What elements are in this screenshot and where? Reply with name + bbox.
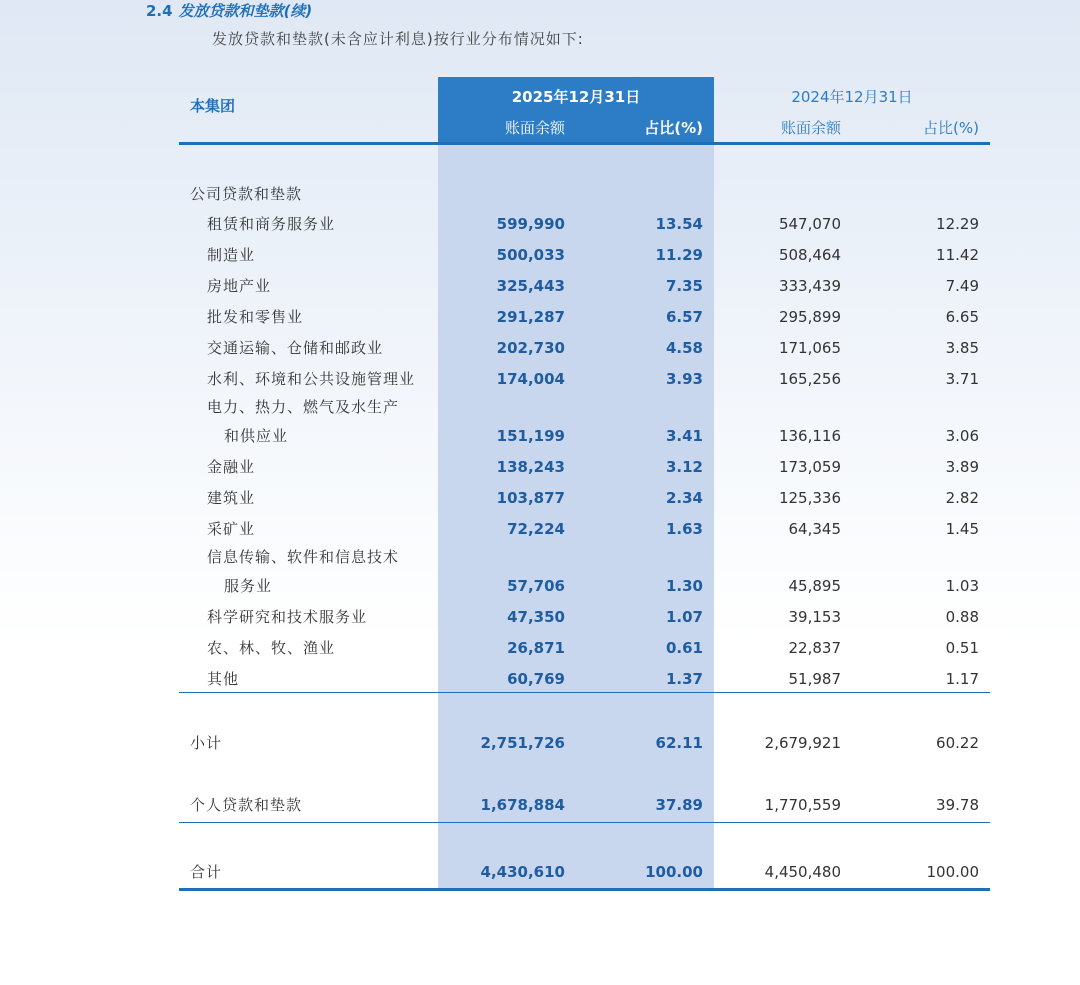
balance-2024: 39,153 <box>788 608 841 626</box>
balance-2024: 45,895 <box>788 577 841 595</box>
balance-2025: 291,287 <box>496 308 565 326</box>
industry-label: 电力、热力、燃气及水生产 <box>207 398 400 416</box>
ratio-2025: 1.63 <box>665 520 703 538</box>
ratio-2024: 3.06 <box>945 427 979 445</box>
ratio-2025: 1.37 <box>665 670 703 688</box>
total-ratio-2025: 100.00 <box>645 863 703 881</box>
industry-label: 采矿业 <box>207 520 256 538</box>
industry-label: 信息传输、软件和信息技术 <box>207 548 400 566</box>
industry-label: 租赁和商务服务业 <box>207 215 336 233</box>
balance-2025: 151,199 <box>496 427 565 445</box>
ratio-2024: 1.45 <box>945 520 979 538</box>
ratio-2025: 1.30 <box>665 577 703 595</box>
ratio-2025: 3.12 <box>665 458 703 476</box>
balance-2025: 57,706 <box>507 577 565 595</box>
corporate-loans-label: 公司贷款和垫款 <box>190 185 303 203</box>
ratio-2025: 0.61 <box>665 639 703 657</box>
ratio-2024: 1.17 <box>945 670 979 688</box>
personal-balance-2025: 1,678,884 <box>480 796 565 814</box>
balance-2024: 295,899 <box>778 308 841 326</box>
ratio-2024: 3.71 <box>945 370 979 388</box>
ratio-2024: 11.42 <box>936 246 979 264</box>
balance-2024: 125,336 <box>778 489 841 507</box>
balance-2024: 333,439 <box>778 277 841 295</box>
ratio-2024: 3.85 <box>945 339 979 357</box>
balance-2024: 171,065 <box>778 339 841 357</box>
balance-2025: 202,730 <box>496 339 565 357</box>
industry-label: 水利、环境和公共设施管理业 <box>207 370 416 388</box>
col-header-ratio-2025: 占比(%) <box>644 119 703 137</box>
industry-label-cont: 和供应业 <box>224 427 289 445</box>
balance-2025: 26,871 <box>507 639 565 657</box>
ratio-2025: 3.41 <box>665 427 703 445</box>
subtotal-ratio-2024: 60.22 <box>936 734 979 752</box>
industry-label: 金融业 <box>207 458 256 476</box>
balance-2025: 72,224 <box>507 520 565 538</box>
balance-2025: 103,877 <box>496 489 565 507</box>
group-label: 本集团 <box>190 97 236 115</box>
balance-2025: 599,990 <box>496 215 565 233</box>
col-header-balance-2025: 账面余额 <box>504 119 565 137</box>
balance-2024: 64,345 <box>788 520 841 538</box>
industry-label: 其他 <box>207 670 240 688</box>
balance-2024: 22,837 <box>788 639 841 657</box>
industry-label: 科学研究和技术服务业 <box>207 608 368 626</box>
section-heading <box>146 0 312 22</box>
balance-2025: 500,033 <box>496 246 565 264</box>
col-header-balance-2024: 账面余额 <box>780 119 841 137</box>
header-rule <box>179 142 990 145</box>
personal-ratio-2024: 39.78 <box>936 796 979 814</box>
industry-label-cont: 服务业 <box>224 577 273 595</box>
total-label: 合计 <box>190 863 223 881</box>
industry-label: 制造业 <box>207 246 256 264</box>
total-balance-2024: 4,450,480 <box>764 863 841 881</box>
intro-text: 发放贷款和垫款(未含应计利息)按行业分布情况如下: <box>212 30 584 48</box>
ratio-2025: 1.07 <box>665 608 703 626</box>
ratio-2025: 13.54 <box>655 215 703 233</box>
balance-2025: 174,004 <box>496 370 565 388</box>
period-2024-date: 2024年12月31日 <box>791 88 913 106</box>
col-header-ratio-2024: 占比(%) <box>923 119 979 137</box>
ratio-2025: 4.58 <box>665 339 703 357</box>
balance-2024: 508,464 <box>778 246 841 264</box>
total-ratio-2024: 100.00 <box>926 863 979 881</box>
industry-label: 房地产业 <box>207 277 272 295</box>
ratio-2025: 7.35 <box>665 277 703 295</box>
personal-balance-2024: 1,770,559 <box>764 796 841 814</box>
subtotal-label: 小计 <box>190 734 223 752</box>
balance-2025: 60,769 <box>507 670 565 688</box>
balance-2025: 325,443 <box>496 277 565 295</box>
ratio-2024: 1.03 <box>945 577 979 595</box>
subtotal-balance-2025: 2,751,726 <box>480 734 565 752</box>
personal-ratio-2025: 37.89 <box>655 796 703 814</box>
period-2025-date: 2025年12月31日 <box>511 88 641 106</box>
subtotal-ratio-2025: 62.11 <box>655 734 703 752</box>
section-title: 发放贷款和垫款(续) <box>178 2 313 20</box>
ratio-2025: 11.29 <box>655 246 703 264</box>
bottom-rule <box>179 888 990 891</box>
total-rule <box>179 822 990 823</box>
industry-label: 农、林、牧、渔业 <box>207 639 336 657</box>
ratio-2025: 3.93 <box>665 370 703 388</box>
ratio-2024: 6.65 <box>945 308 979 326</box>
subtotal-rule <box>179 692 990 693</box>
ratio-2025: 6.57 <box>665 308 703 326</box>
balance-2024: 547,070 <box>778 215 841 233</box>
balance-2025: 47,350 <box>507 608 565 626</box>
current-period-highlight <box>438 77 714 889</box>
ratio-2024: 12.29 <box>936 215 979 233</box>
industry-label: 交通运输、仓储和邮政业 <box>207 339 384 357</box>
balance-2024: 136,116 <box>778 427 841 445</box>
balance-2024: 165,256 <box>778 370 841 388</box>
ratio-2024: 0.88 <box>945 608 979 626</box>
personal-loans-label: 个人贷款和垫款 <box>190 796 303 814</box>
ratio-2024: 2.82 <box>945 489 979 507</box>
ratio-2024: 3.89 <box>945 458 979 476</box>
balance-2025: 138,243 <box>496 458 565 476</box>
industry-label: 批发和零售业 <box>207 308 304 326</box>
ratio-2024: 0.51 <box>945 639 979 657</box>
subtotal-balance-2024: 2,679,921 <box>764 734 841 752</box>
ratio-2025: 2.34 <box>665 489 703 507</box>
section-number: 2.4 <box>146 2 173 20</box>
ratio-2024: 7.49 <box>945 277 979 295</box>
balance-2024: 173,059 <box>778 458 841 476</box>
balance-2024: 51,987 <box>788 670 841 688</box>
industry-label: 建筑业 <box>207 489 256 507</box>
total-balance-2025: 4,430,610 <box>480 863 565 881</box>
